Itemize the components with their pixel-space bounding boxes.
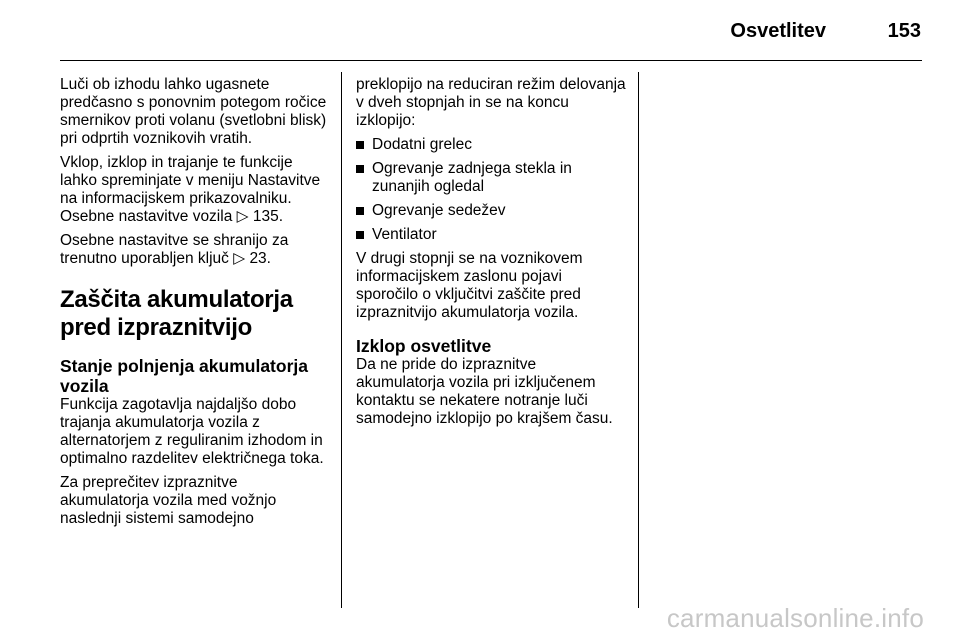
subsection-heading-lights-off: Izklop osvetlitve (356, 336, 492, 356)
paragraph-reduced-mode: preklopijo na reduciran režim delovanja v dveh stopnjah in se na koncu izklopijo: (356, 76, 626, 129)
list-item: Dodatni grelec (356, 136, 626, 154)
square-bullet-icon (356, 231, 364, 239)
list-item: Ogrevanje sedežev (356, 202, 626, 220)
paragraph-settings-text: Vklop, izklop in trajanje te funkcije lahko spreminjate v meniju Nastavitve na informacijskem prikazovalniku. Osebne nastavitve vozila (60, 154, 321, 225)
header-divider (60, 60, 922, 61)
paragraph-exit-lights: Luči ob izhodu lahko ugasnete predčasno s ponovnim potegom ročice smernikov proti volanu (svetlobni blisk) pri odprtih voznikovih vratih. (60, 76, 327, 147)
left-column (60, 76, 328, 534)
paragraph-lights-off: Da ne pride do izpraznitve akumulatorja vozila pri izključenem kontaktu se nekatere notranje luči samodejno izklopijo po krajšem času. (356, 356, 613, 427)
square-bullet-icon (356, 165, 364, 173)
list-item: Ogrevanje zadnjega stekla in zunanjih ogledal (356, 160, 626, 196)
watermark: carmanualsonline.info (666, 603, 924, 633)
section-heading: Zaščita akumulatorja pred izpraznitvijo (60, 286, 293, 341)
paragraph-settings (60, 154, 328, 226)
paragraph-discharge-prevention: Za preprečitev izpraznitve akumulatorja vozila med vožnjo naslednji sistemi samodejno (60, 474, 277, 527)
paragraph-key-storage-text: Osebne nastavitve se shranijo za trenutno uporabljen ključ (60, 232, 289, 267)
paragraph-battery-function: Funkcija zagotavlja najdaljšo dobo trajanja akumulatorja vozila z alternatorjem z reguliranim izhodom in optimalno razdelitev električnega toka. (60, 396, 324, 467)
middle-column (356, 76, 626, 434)
page-reference-link[interactable]: 23. (249, 250, 271, 267)
column-divider (341, 72, 342, 608)
page-reference-arrow-icon: ▷ (233, 250, 246, 267)
list-item: Ventilator (356, 226, 626, 244)
page-reference-arrow-icon: ▷ (236, 208, 249, 225)
column-divider (638, 72, 639, 608)
square-bullet-icon (356, 207, 364, 215)
page-reference-link[interactable]: 135. (252, 208, 284, 225)
subsection-heading-charge: Stanje polnjenja akumulatorja vozila (60, 356, 308, 396)
chapter-title: Osvetlitev (730, 20, 826, 42)
square-bullet-icon (356, 141, 364, 149)
page-number: 153 (887, 20, 921, 42)
paragraph-key-storage (60, 232, 328, 268)
systems-list (356, 136, 626, 244)
paragraph-second-stage: V drugi stopnji se na voznikovem informacijskem zaslonu pojavi sporočilo o vključitvi zaščite pred izpraznitvijo akumulatorja vozila. (356, 250, 583, 321)
